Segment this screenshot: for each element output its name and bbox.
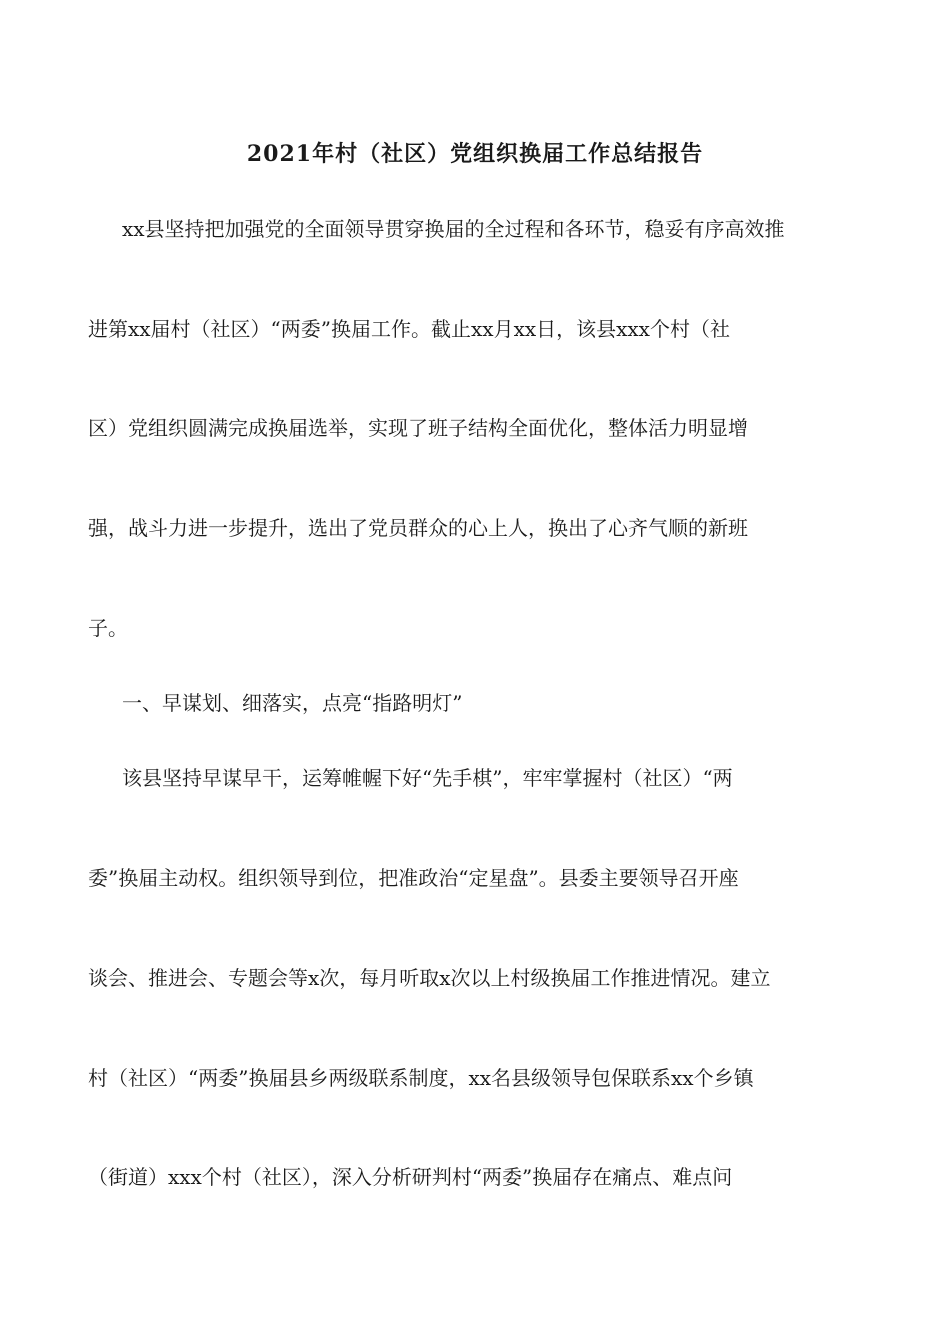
document-title: 2021年村（社区）党组织换届工作总结报告: [246, 141, 704, 167]
paragraph-line: 委”换届主动权。组织领导到位，把准政治“定星盘”。县委主要领导召开座: [88, 866, 739, 890]
paragraph-line: 强，战斗力进一步提升，选出了党员群众的心上人，换出了心齐气顺的新班: [88, 516, 748, 540]
section-heading: 一、早谋划、细落实，点亮“指路明灯”: [122, 691, 463, 715]
paragraph-line: 村（社区）“两委”换届县乡两级联系制度，xx名县级领导包保联系xx个乡镇: [88, 1066, 754, 1090]
paragraph-line: xx县坚持把加强党的全面领导贯穿换届的全过程和各环节，稳妥有序高效推: [122, 217, 785, 241]
paragraph-line: （街道）xxx个村（社区），深入分析研判村“两委”换届存在痛点、难点问: [88, 1165, 733, 1189]
paragraph-line: 区）党组织圆满完成换届选举，实现了班子结构全面优化，整体活力明显增: [88, 416, 748, 440]
paragraph-line: 进第xx届村（社区）“两委”换届工作。截止xx月xx日，该县xxx个村（社: [88, 317, 730, 341]
paragraph-line: 子。: [88, 616, 128, 640]
paragraph-line: 该县坚持早谋早干，运筹帷幄下好“先手棋”，牢牢掌握村（社区）“两: [122, 766, 733, 790]
paragraph-line: 谈会、推进会、专题会等x次，每月听取x次以上村级换届工作推进情况。建立: [88, 966, 771, 990]
